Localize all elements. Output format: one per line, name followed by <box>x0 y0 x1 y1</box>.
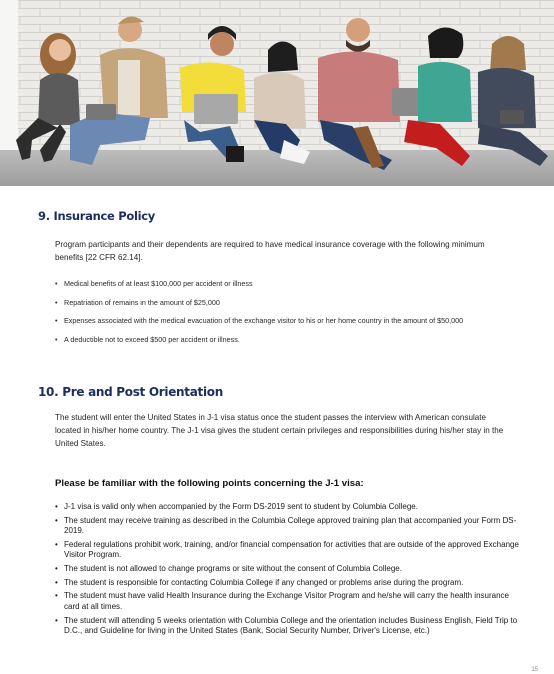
list-item: • The student is responsible for contacting Columbia College if any changed or problems arise during the program. <box>55 578 525 589</box>
page-number: 15 <box>531 667 538 673</box>
j1-visa-points-list <box>55 502 525 640</box>
j1-visa-subheading: Please be familiar with the following points concerning the J-1 visa: <box>55 478 364 489</box>
list-item: • Medical benefits of at least $100,000 per accident or illness <box>55 279 525 298</box>
list-item: • Expenses associated with the medical evacuation of the exchange visitor to his or her home country in the amount of $50,000 <box>55 316 525 335</box>
list-item: • The student may receive training as described in the Columbia College approved training plan that accompanied your Form DS-2019. <box>55 516 525 537</box>
list-item: • The student must have valid Health Insurance during the Exchange Visitor Program and he/she will carry the health insurance card at all times. <box>55 591 525 612</box>
list-item: • Federal regulations prohibit work, training, and/or financial compensation for activities that are outside of the approved Exchange Visitor Program. <box>55 540 525 561</box>
list-item: • A deductible not to exceed $500 per accident or illness. <box>55 335 525 354</box>
list-item: • The student will attending 5 weeks orientation with Columbia College and the orientation includes Business English, Field Trip to D.C., and Guideline for living in the United States (Bank, Social Security Number, Driver's License, etc.) <box>55 616 525 637</box>
list-item: • The student is not allowed to change programs or site without the consent of Columbia College. <box>55 564 525 575</box>
section-9-heading: 9. Insurance Policy <box>38 209 155 223</box>
list-item: • Repatriation of remains in the amount of $25,000 <box>55 298 525 317</box>
section-9-paragraph: Program participants and their dependents are required to have medical insurance coverage with the following minimum benefits [22 CFR 62.14]. <box>55 240 485 263</box>
hero-photo <box>0 0 554 186</box>
list-item: • J-1 visa is valid only when accompanied by the Form DS-2019 sent to student by Columbia College. <box>55 502 525 513</box>
section-10-paragraph: The student will enter the United States in J-1 visa status once the student passes the interview with American consulate located in his/her home country. The J-1 visa gives the student certain privileges and responsibilities during his/her stay in the United States. <box>55 413 504 449</box>
section-10-heading: 10. Pre and Post Orientation <box>38 385 223 399</box>
insurance-benefits-list <box>55 279 525 353</box>
